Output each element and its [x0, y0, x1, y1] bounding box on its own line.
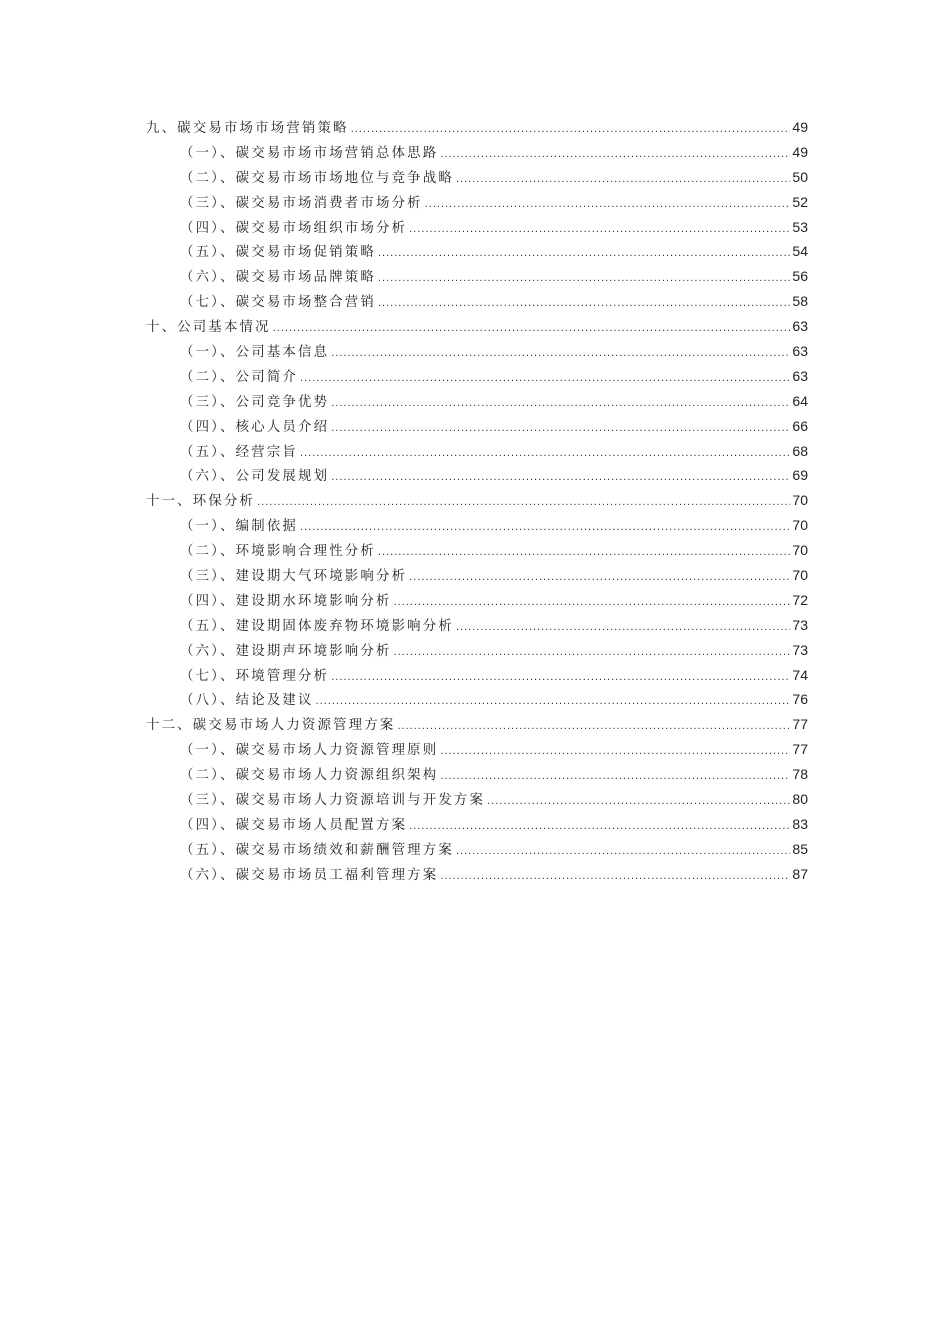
toc-entry-title: （四）、碳交易市场组织市场分析 [180, 220, 408, 236]
toc-section-entry[interactable] [146, 613, 808, 638]
toc-dot-leader [300, 366, 790, 391]
toc-section-entry[interactable] [146, 588, 808, 613]
toc-entry-title: （二）、碳交易市场人力资源组织架构 [180, 768, 439, 784]
table-of-contents [146, 115, 808, 887]
toc-dot-leader [409, 814, 790, 839]
toc-entry-title: （二）、公司简介 [180, 369, 299, 385]
toc-section-entry[interactable] [146, 140, 808, 165]
toc-page-number: 56 [792, 268, 808, 285]
toc-page-number: 70 [792, 492, 808, 509]
toc-page-number: 49 [792, 143, 808, 160]
toc-dot-leader [456, 839, 790, 864]
toc-dot-leader [300, 441, 790, 466]
toc-dot-leader [456, 167, 790, 192]
toc-entry-title: （一）、碳交易市场市场营销总体思路 [180, 145, 439, 161]
toc-entry-title: 十一、环保分析 [146, 494, 256, 510]
toc-entry-title: （四）、碳交易市场人员配置方案 [180, 817, 408, 833]
toc-page-number: 68 [792, 442, 808, 459]
toc-chapter-entry[interactable] [146, 488, 808, 513]
toc-page-number: 77 [792, 716, 808, 733]
toc-page-number: 53 [792, 218, 808, 235]
toc-page-number: 69 [792, 467, 808, 484]
toc-entry-title: （二）、碳交易市场市场地位与竞争战略 [180, 170, 454, 186]
toc-section-entry[interactable] [146, 837, 808, 862]
toc-dot-leader [440, 739, 790, 764]
toc-dot-leader [378, 266, 790, 291]
toc-dot-leader [331, 341, 790, 366]
toc-dot-leader [378, 241, 790, 266]
toc-dot-leader [394, 640, 791, 665]
toc-dot-leader [331, 665, 790, 690]
toc-dot-leader [409, 565, 790, 590]
toc-dot-leader [378, 540, 790, 565]
toc-entry-title: （三）、公司竞争优势 [180, 394, 330, 410]
toc-entry-title: （七）、环境管理分析 [180, 668, 330, 684]
toc-dot-leader [440, 764, 790, 789]
toc-page-number: 64 [792, 392, 808, 409]
toc-section-entry[interactable] [146, 264, 808, 289]
toc-section-entry[interactable] [146, 389, 808, 414]
toc-page-number: 83 [792, 815, 808, 832]
toc-entry-title: （五）、碳交易市场促销策略 [180, 245, 376, 261]
toc-entry-title: （一）、编制依据 [180, 519, 299, 535]
toc-section-entry[interactable] [146, 737, 808, 762]
toc-section-entry[interactable] [146, 513, 808, 538]
toc-dot-leader [331, 416, 790, 441]
toc-page-number: 66 [792, 417, 808, 434]
toc-entry-title: 十、公司基本情况 [146, 320, 271, 336]
toc-section-entry[interactable] [146, 439, 808, 464]
toc-dot-leader [440, 864, 790, 889]
toc-entry-title: （四）、核心人员介绍 [180, 419, 330, 435]
toc-page-number: 70 [792, 567, 808, 584]
toc-page-number: 76 [792, 691, 808, 708]
toc-entry-title: （三）、碳交易市场消费者市场分析 [180, 195, 423, 211]
toc-dot-leader [425, 192, 791, 217]
toc-dot-leader [456, 615, 790, 640]
toc-page-number: 63 [792, 318, 808, 335]
toc-chapter-entry[interactable] [146, 314, 808, 339]
toc-entry-title: （六）、公司发展规划 [180, 469, 330, 485]
toc-page-number: 72 [792, 591, 808, 608]
toc-section-entry[interactable] [146, 463, 808, 488]
toc-chapter-entry[interactable] [146, 115, 808, 140]
toc-entry-title: （三）、碳交易市场人力资源培训与开发方案 [180, 793, 486, 809]
toc-section-entry[interactable] [146, 638, 808, 663]
toc-page-number: 49 [792, 119, 808, 135]
toc-page-number: 54 [792, 243, 808, 260]
toc-dot-leader [331, 465, 790, 490]
toc-page-number: 52 [792, 193, 808, 210]
toc-page-number: 80 [792, 791, 808, 808]
toc-entry-title: （六）、碳交易市场员工福利管理方案 [180, 867, 439, 883]
toc-page-number: 73 [792, 641, 808, 658]
toc-dot-leader [273, 316, 791, 341]
toc-entry-title: （五）、建设期固体废弃物环境影响分析 [180, 618, 454, 634]
toc-section-entry[interactable] [146, 239, 808, 264]
toc-dot-leader [316, 689, 791, 714]
toc-section-entry[interactable] [146, 812, 808, 837]
toc-dot-leader [487, 789, 790, 814]
toc-dot-leader [397, 714, 790, 739]
toc-page-number: 50 [792, 168, 808, 185]
toc-entry-title: （七）、碳交易市场整合营销 [180, 295, 376, 311]
toc-page-number: 63 [792, 343, 808, 360]
toc-chapter-entry[interactable] [146, 712, 808, 737]
toc-page-number: 74 [792, 666, 808, 683]
toc-page-number: 73 [792, 616, 808, 633]
toc-entry-title: （六）、建设期声环境影响分析 [180, 643, 392, 659]
toc-section-entry[interactable] [146, 339, 808, 364]
toc-dot-leader [378, 291, 790, 316]
toc-section-entry[interactable] [146, 289, 808, 314]
toc-section-entry[interactable] [146, 563, 808, 588]
toc-entry-title: （一）、公司基本信息 [180, 345, 330, 361]
toc-section-entry[interactable] [146, 215, 808, 240]
toc-dot-leader [409, 217, 790, 242]
toc-page-number: 87 [792, 865, 808, 882]
toc-entry-title: （四）、建设期水环境影响分析 [180, 593, 392, 609]
toc-entry-title: （五）、经营宗旨 [180, 444, 299, 460]
toc-section-entry[interactable] [146, 862, 808, 887]
toc-entry-title: 九、碳交易市场市场营销策略 [146, 121, 349, 136]
toc-dot-leader [440, 142, 790, 167]
toc-section-entry[interactable] [146, 165, 808, 190]
toc-page-number: 78 [792, 766, 808, 783]
toc-page-number: 58 [792, 293, 808, 310]
toc-dot-leader [300, 515, 790, 540]
toc-entry-title: （五）、碳交易市场绩效和薪酬管理方案 [180, 842, 454, 858]
toc-section-entry[interactable] [146, 538, 808, 563]
toc-section-entry[interactable] [146, 787, 808, 812]
toc-entry-title: （二）、环境影响合理性分析 [180, 544, 376, 560]
toc-section-entry[interactable] [146, 687, 808, 712]
toc-entry-title: （八）、结论及建议 [180, 693, 314, 709]
toc-entry-title: （三）、建设期大气环境影响分析 [180, 569, 408, 585]
toc-dot-leader [331, 391, 790, 416]
toc-dot-leader [257, 490, 790, 515]
toc-page-number: 63 [792, 367, 808, 384]
toc-page-number: 77 [792, 741, 808, 758]
toc-page-number: 85 [792, 840, 808, 857]
toc-dot-leader [394, 590, 791, 615]
toc-section-entry[interactable] [146, 414, 808, 439]
toc-page-number: 70 [792, 517, 808, 534]
toc-section-entry[interactable] [146, 364, 808, 389]
toc-section-entry[interactable] [146, 190, 808, 215]
toc-section-entry[interactable] [146, 762, 808, 787]
toc-entry-title: 十二、碳交易市场人力资源管理方案 [146, 718, 396, 734]
toc-entry-title: （六）、碳交易市场品牌策略 [180, 270, 376, 286]
toc-section-entry[interactable] [146, 663, 808, 688]
toc-dot-leader [351, 117, 791, 142]
toc-entry-title: （一）、碳交易市场人力资源管理原则 [180, 743, 439, 759]
toc-page-number: 70 [792, 542, 808, 559]
